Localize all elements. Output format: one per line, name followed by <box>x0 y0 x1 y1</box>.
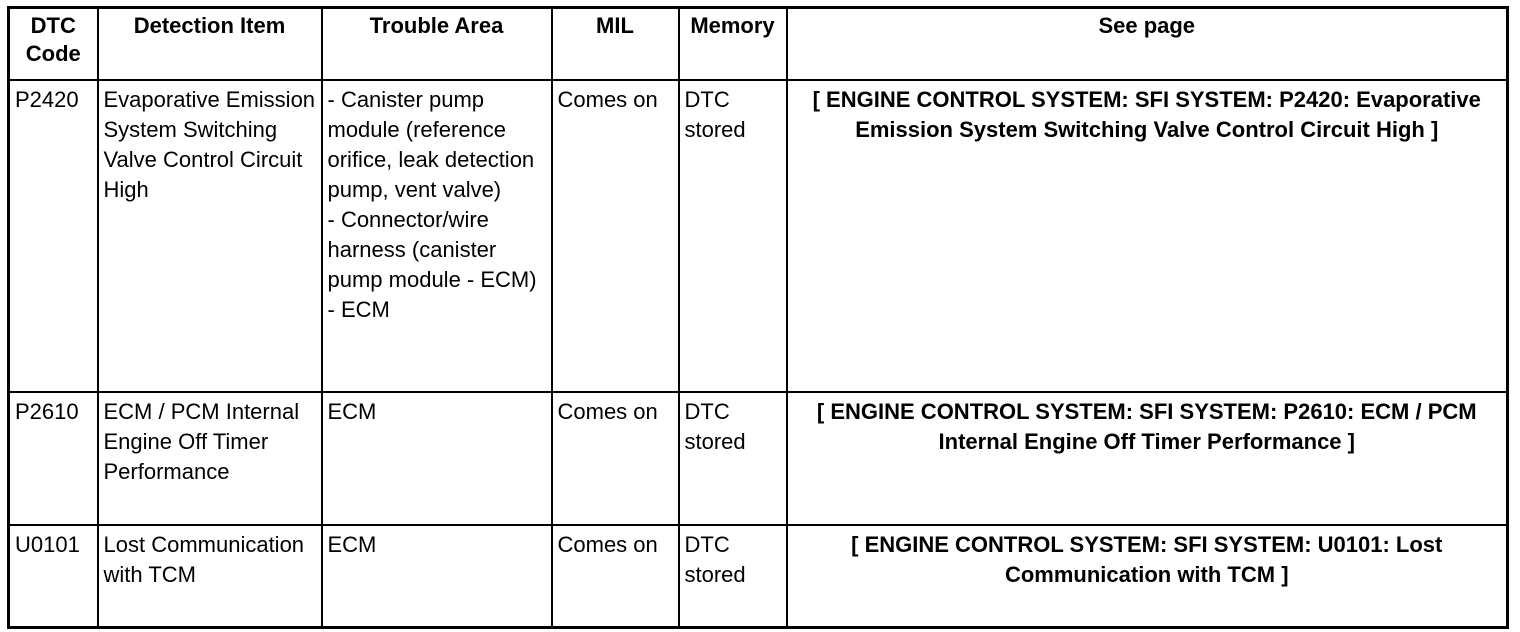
memory-cell: DTC stored <box>679 525 787 628</box>
table-row <box>9 525 1508 628</box>
memory-cell: DTC stored <box>679 392 787 525</box>
dtc-table <box>7 6 1509 629</box>
trouble-area-cell <box>322 80 552 392</box>
mil-cell: Comes on <box>552 525 679 628</box>
dtc-code-cell: P2420 <box>9 80 98 392</box>
trouble-area-line: ECM <box>327 398 377 424</box>
header-dtc-code: DTC Code <box>9 8 98 80</box>
table-row <box>9 80 1508 392</box>
mil-cell: Comes on <box>552 392 679 525</box>
dtc-code-cell: U0101 <box>9 525 98 628</box>
detection-item-cell: ECM / PCM Internal Engine Off Timer Performance <box>98 392 322 525</box>
see-page-link[interactable]: [ ENGINE CONTROL SYSTEM: SFI SYSTEM: P2420: Evaporative Emission System Switching Valve Control Circuit High ] <box>787 80 1508 392</box>
dtc-code-cell: P2610 <box>9 392 98 525</box>
trouble-area-cell <box>322 525 552 628</box>
mil-cell: Comes on <box>552 80 679 392</box>
trouble-area-cell <box>322 392 552 525</box>
see-page-link[interactable]: [ ENGINE CONTROL SYSTEM: SFI SYSTEM: P2610: ECM / PCM Internal Engine Off Timer Performance ] <box>787 392 1508 525</box>
header-detection-item: Detection Item <box>98 8 322 80</box>
trouble-area-line: ECM <box>327 531 377 557</box>
trouble-area-line: - Connector/wire harness (canister pump module - ECM) <box>327 206 537 292</box>
dtc-table-container <box>7 6 1509 629</box>
memory-cell: DTC stored <box>679 80 787 392</box>
see-page-link[interactable]: [ ENGINE CONTROL SYSTEM: SFI SYSTEM: U0101: Lost Communication with TCM ] <box>787 525 1508 628</box>
header-trouble-area: Trouble Area <box>322 8 552 80</box>
trouble-area-line: - Canister pump module (reference orifice, leak detection pump, vent valve) <box>327 86 535 202</box>
header-mil: MIL <box>552 8 679 80</box>
header-see-page: See page <box>787 8 1508 80</box>
detection-item-cell: Lost Communication with TCM <box>98 525 322 628</box>
table-row <box>9 392 1508 525</box>
header-memory: Memory <box>679 8 787 80</box>
trouble-area-line: - ECM <box>327 296 390 322</box>
header-row <box>9 8 1508 80</box>
detection-item-cell: Evaporative Emission System Switching Valve Control Circuit High <box>98 80 322 392</box>
